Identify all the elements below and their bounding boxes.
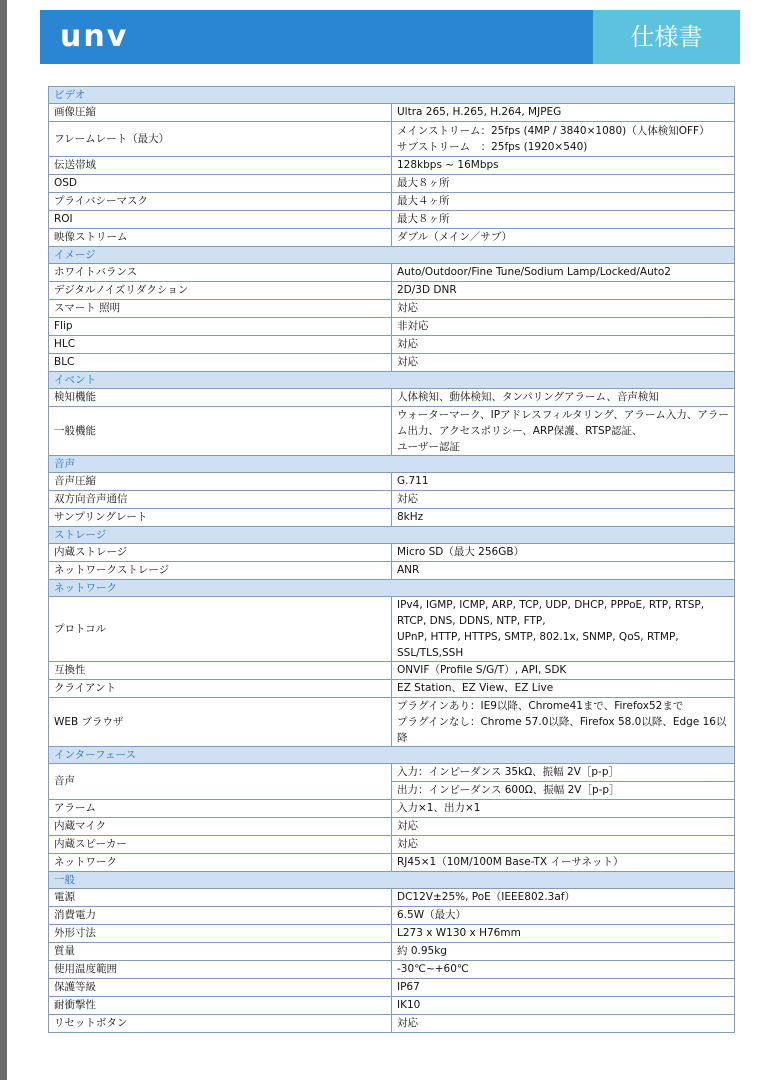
spec-key: 双方向音声通信 <box>49 491 392 509</box>
spec-value <box>392 122 735 157</box>
spec-value-line: IPv4, IGMP, ICMP, ARP, TCP, UDP, DHCP, PPPoE, RTP, RTSP, RTCP, DNS, DDNS, NTP, FTP, <box>397 599 705 627</box>
section-title: ビデオ <box>49 87 735 104</box>
spec-key: プロトコル <box>49 597 392 662</box>
spec-row <box>49 925 735 943</box>
spec-value: IK10 <box>392 997 735 1015</box>
section-title: ネットワーク <box>49 580 735 597</box>
spec-key: 一般機能 <box>49 407 392 456</box>
spec-key: WEB ブラウザ <box>49 698 392 747</box>
spec-value: Micro SD（最大 256GB） <box>392 544 735 562</box>
section-header <box>49 872 735 889</box>
spec-value: 入力：インピーダンス 35kΩ、振幅 2V［p-p］ <box>392 764 735 782</box>
section-title: インターフェース <box>49 747 735 764</box>
brand-logo: unv <box>60 19 129 54</box>
spec-row <box>49 680 735 698</box>
spec-value-line: メインストリーム：25fps (4MP / 3840×1080)（人体検知OFF） <box>397 125 710 137</box>
spec-row <box>49 544 735 562</box>
spec-value: 約 0.95kg <box>392 943 735 961</box>
spec-value-line: ウォーターマーク、IPアドレスフィルタリング、アラーム入力、アラーム出力、アクセスポリシー、ARP保護、RTSP認証、 <box>397 409 729 437</box>
spec-value: EZ Station、EZ View、EZ Live <box>392 680 735 698</box>
spec-key: 映像ストリーム <box>49 229 392 247</box>
spec-key: HLC <box>49 336 392 354</box>
spec-key: ホワイトバランス <box>49 264 392 282</box>
spec-value-line: サブストリーム ：25fps (1920×540) <box>397 141 588 153</box>
spec-key: 保護等級 <box>49 979 392 997</box>
spec-value <box>392 698 735 747</box>
spec-key: アラーム <box>49 800 392 818</box>
spec-value: 最大８ヶ所 <box>392 211 735 229</box>
spec-row <box>49 175 735 193</box>
spec-key: ネットワーク <box>49 854 392 872</box>
spec-row <box>49 562 735 580</box>
spec-key: 検知機能 <box>49 389 392 407</box>
spec-value: 対応 <box>392 336 735 354</box>
spec-value: 入力×1、出力×1 <box>392 800 735 818</box>
spec-row <box>49 122 735 157</box>
spec-key: 消費電力 <box>49 907 392 925</box>
spec-row <box>49 662 735 680</box>
spec-key: Flip <box>49 318 392 336</box>
spec-key: サンプリングレート <box>49 509 392 527</box>
spec-key: 使用温度範囲 <box>49 961 392 979</box>
section-header <box>49 247 735 264</box>
section-title: イベント <box>49 372 735 389</box>
spec-value: 6.5W（最大） <box>392 907 735 925</box>
spec-key: 電源 <box>49 889 392 907</box>
spec-row <box>49 264 735 282</box>
spec-row <box>49 1015 735 1033</box>
spec-row <box>49 907 735 925</box>
spec-value: 非対応 <box>392 318 735 336</box>
spec-row <box>49 491 735 509</box>
spec-value: 最大８ヶ所 <box>392 175 735 193</box>
spec-row <box>49 997 735 1015</box>
spec-value: RJ45×1（10M/100M Base-TX イーサネット） <box>392 854 735 872</box>
spec-key: BLC <box>49 354 392 372</box>
spec-value: 128kbps ~ 16Mbps <box>392 157 735 175</box>
spec-value: 出力：インピーダンス 600Ω、振幅 2V［p-p］ <box>392 782 735 800</box>
spec-key: 音声 <box>49 764 392 800</box>
spec-value: ONVIF（Profile S/G/T）, API, SDK <box>392 662 735 680</box>
spec-key: 画像圧縮 <box>49 104 392 122</box>
spec-key: 音声圧縮 <box>49 473 392 491</box>
spec-key: プライバシーマスク <box>49 193 392 211</box>
spec-key: スマート 照明 <box>49 300 392 318</box>
spec-value: G.711 <box>392 473 735 491</box>
spec-key: 耐衝撃性 <box>49 997 392 1015</box>
spec-row <box>49 300 735 318</box>
spec-row <box>49 597 735 662</box>
spec-value: Auto/Outdoor/Fine Tune/Sodium Lamp/Locked/Auto2 <box>392 264 735 282</box>
spec-value <box>392 597 735 662</box>
spec-row <box>49 229 735 247</box>
spec-value-line: UPnP, HTTP, HTTPS, SMTP, 802.1x, SNMP, QoS, RTMP, SSL/TLS,SSH <box>397 631 679 659</box>
spec-key: 内蔵ストレージ <box>49 544 392 562</box>
spec-value: L273 x W130 x H76mm <box>392 925 735 943</box>
section-header <box>49 456 735 473</box>
spec-value-line: プラグインあり：IE9以降、Chrome41まで、Firefox52まで <box>397 700 684 712</box>
spec-key: クライアント <box>49 680 392 698</box>
spec-row <box>49 818 735 836</box>
spec-row <box>49 836 735 854</box>
spec-value: -30℃~+60℃ <box>392 961 735 979</box>
spec-value: 対応 <box>392 300 735 318</box>
section-header <box>49 580 735 597</box>
spec-value: 対応 <box>392 1015 735 1033</box>
spec-value-line: プラグインなし：Chrome 57.0以降、Firefox 58.0以降、Edge 16以降 <box>397 716 727 744</box>
spec-value: 8kHz <box>392 509 735 527</box>
spec-row <box>49 943 735 961</box>
spec-key: 外形寸法 <box>49 925 392 943</box>
spec-key: 伝送帯域 <box>49 157 392 175</box>
spec-row <box>49 698 735 747</box>
spec-row <box>49 961 735 979</box>
page-edge-shadow <box>0 0 7 1080</box>
section-title: ストレージ <box>49 527 735 544</box>
spec-key: 内蔵マイク <box>49 818 392 836</box>
section-title: 音声 <box>49 456 735 473</box>
spec-value: 対応 <box>392 818 735 836</box>
spec-row <box>49 473 735 491</box>
header-banner <box>40 10 740 64</box>
spec-key: ネットワークストレージ <box>49 562 392 580</box>
spec-row <box>49 318 735 336</box>
spec-key: フレームレート（最大） <box>49 122 392 157</box>
spec-value: 人体検知、動体検知、タンパリングアラーム、音声検知 <box>392 389 735 407</box>
spec-row <box>49 336 735 354</box>
spec-row <box>49 354 735 372</box>
spec-value-line: ユーザー認証 <box>397 441 460 453</box>
document-title: 仕様書 <box>593 10 740 64</box>
spec-row <box>49 407 735 456</box>
spec-value: 対応 <box>392 354 735 372</box>
spec-value: ANR <box>392 562 735 580</box>
spec-row <box>49 800 735 818</box>
spec-value: 対応 <box>392 836 735 854</box>
spec-key: デジタルノイズリダクション <box>49 282 392 300</box>
spec-value: DC12V±25%, PoE（IEEE802.3af） <box>392 889 735 907</box>
spec-row <box>49 764 735 782</box>
section-header <box>49 87 735 104</box>
section-header <box>49 527 735 544</box>
spec-table <box>48 86 735 1033</box>
section-header <box>49 372 735 389</box>
spec-key: OSD <box>49 175 392 193</box>
section-title: 一般 <box>49 872 735 889</box>
spec-value: ダブル（メイン／サブ） <box>392 229 735 247</box>
spec-row <box>49 389 735 407</box>
spec-row <box>49 854 735 872</box>
spec-key: 内蔵スピーカー <box>49 836 392 854</box>
spec-row <box>49 157 735 175</box>
spec-value: IP67 <box>392 979 735 997</box>
spec-row <box>49 193 735 211</box>
section-header <box>49 747 735 764</box>
spec-key: ROI <box>49 211 392 229</box>
section-title: イメージ <box>49 247 735 264</box>
spec-key: リセットボタン <box>49 1015 392 1033</box>
spec-row <box>49 979 735 997</box>
spec-row <box>49 509 735 527</box>
spec-value: 2D/3D DNR <box>392 282 735 300</box>
spec-row <box>49 104 735 122</box>
spec-value: 最大４ヶ所 <box>392 193 735 211</box>
spec-row <box>49 282 735 300</box>
spec-row <box>49 211 735 229</box>
spec-row <box>49 889 735 907</box>
spec-key: 互換性 <box>49 662 392 680</box>
spec-value: Ultra 265, H.265, H.264, MJPEG <box>392 104 735 122</box>
spec-key: 質量 <box>49 943 392 961</box>
spec-value <box>392 407 735 456</box>
spec-value: 対応 <box>392 491 735 509</box>
